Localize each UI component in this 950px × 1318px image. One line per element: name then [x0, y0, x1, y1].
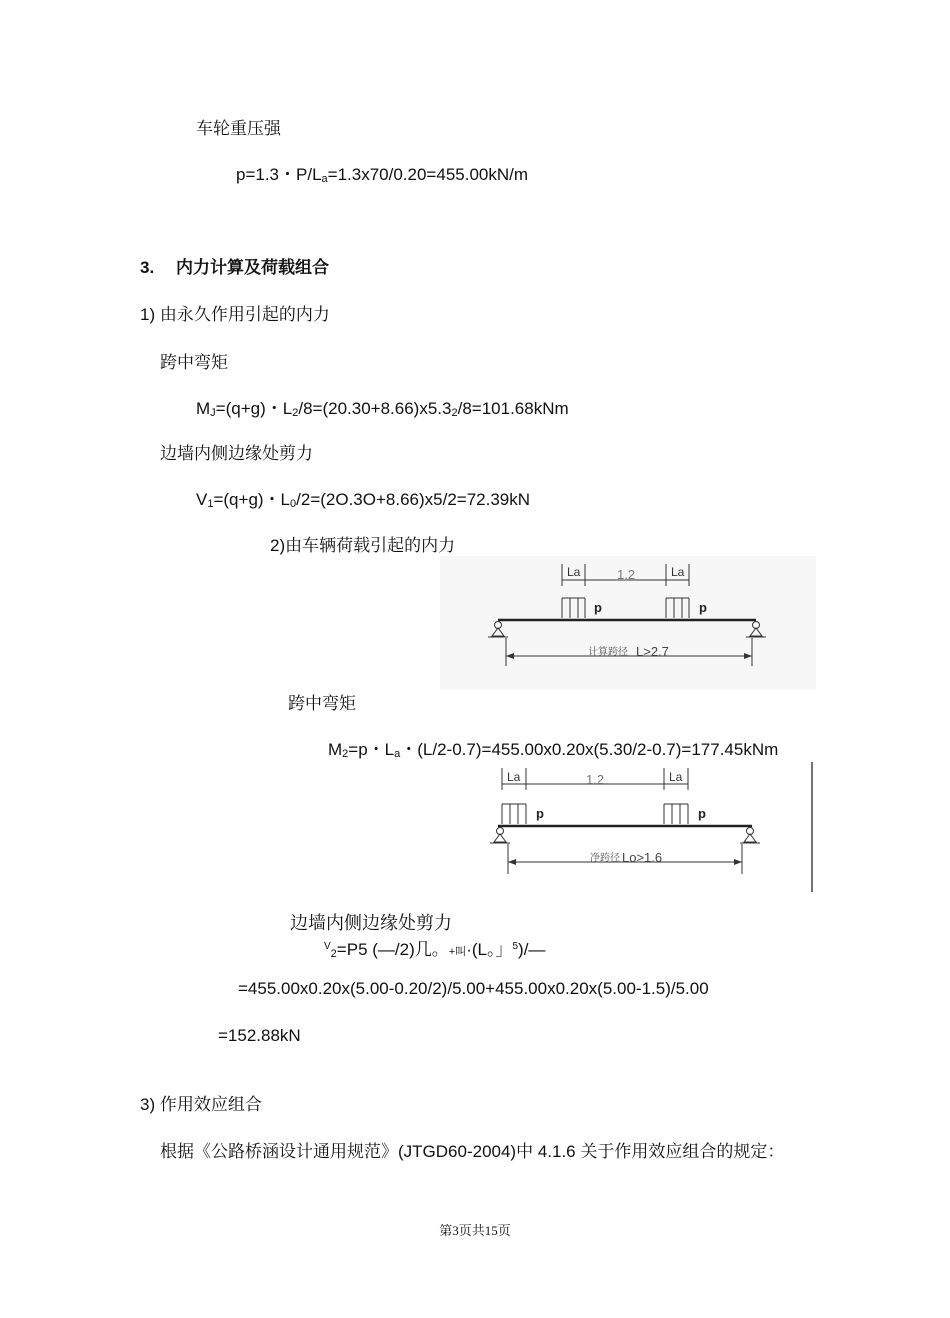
formula-small: +叫 — [448, 946, 467, 958]
section-title: 内力计算及荷载组合 — [176, 258, 329, 277]
formula-part: p=1.3・P/L — [236, 165, 322, 184]
formula-part: M — [328, 740, 343, 759]
la-left-label: La — [507, 770, 521, 784]
formula-subscript: 2 — [451, 407, 458, 419]
vehicle-shear-formula — [324, 936, 545, 965]
permanent-moment-formula — [196, 398, 569, 424]
span-label-prefix: 净跨径 — [590, 853, 620, 864]
la-right-label: La — [671, 565, 685, 579]
permanent-shear-formula — [196, 489, 530, 515]
formula-part: =p・L — [348, 740, 395, 759]
section-number: 3. — [140, 258, 155, 277]
edge-shear-label-2: 边墙内侧边缘处剪力 — [290, 913, 452, 933]
formula-superscript: V — [324, 941, 331, 952]
page-footer: 第3页共15页 — [439, 1223, 511, 1238]
p-left-label: p — [536, 806, 544, 821]
formula-part: V — [196, 490, 208, 509]
formula-part: ·(L。」 — [466, 940, 513, 959]
formula-part: =(q+g)・L — [213, 490, 291, 509]
span-label-value: Lo>1.6 — [622, 850, 663, 865]
edge-shear-label: 边墙内侧边缘处剪力 — [160, 444, 313, 463]
p-right-label: p — [698, 806, 706, 821]
vehicle-shear-calculation: =455.00x0.20x(5.00-0.20/2)/5.00+455.00x0.20x(5.00-1.5)/5.00 — [238, 979, 709, 998]
formula-part: /8=101.68kNm — [457, 399, 569, 418]
formula-subscript: 2 — [342, 748, 349, 760]
formula-subscript: 2 — [292, 407, 299, 419]
wheel-pressure-title: 车轮重压强 — [196, 119, 281, 138]
formula-subscript: 0 — [290, 498, 297, 510]
vehicle-load-diagram-span — [440, 556, 816, 690]
p-right-label: p — [699, 600, 707, 615]
formula-subscript: 1 — [207, 498, 214, 510]
span-label-value: L>2.7 — [636, 644, 669, 659]
vehicle-load-diagram-clear-span — [440, 762, 816, 892]
formula-subscript: a — [394, 748, 401, 760]
la-left-label: La — [567, 565, 581, 579]
formula-part: /8=(20.30+8.66)x5.3 — [298, 399, 452, 418]
midspan-moment-label-2: 跨中弯矩 — [288, 694, 356, 713]
la-right-label: La — [669, 770, 683, 784]
spacing-label: 1.2 — [617, 567, 636, 582]
formula-part: ・(L/2-0.7)=455.00x0.20x(5.30/2-0.7)=177.45kNm — [400, 740, 779, 759]
subsection-effect-combination: 3) 作用效应组合 — [140, 1095, 262, 1114]
spacing-label: 1.2 — [586, 772, 605, 787]
subsection-permanent-actions: 1) 由永久作用引起的内力 — [140, 305, 330, 324]
subsection-vehicle-load: 2)由车辆荷载引起的内力 — [270, 536, 456, 555]
formula-part: =P5 (—/2)几。 — [336, 940, 449, 959]
formula-part: )/— — [518, 940, 546, 959]
formula-part: =1.3x70/0.20=455.00kN/m — [327, 165, 529, 184]
p-left-label: p — [594, 600, 602, 615]
formula-superscript: 5 — [512, 941, 519, 952]
vehicle-shear-result: =152.88kN — [218, 1026, 301, 1045]
formula-part: =(q+g)・L — [215, 399, 293, 418]
formula-subscript: J — [210, 407, 216, 419]
formula-part: M — [196, 399, 211, 418]
formula-subscript: a — [321, 173, 328, 185]
formula-part: /2=(2O.3O+8.66)x5/2=72.39kN — [296, 490, 531, 509]
span-label-prefix: 计算跨径 — [588, 647, 628, 658]
code-basis-text: 根据《公路桥涵设计通用规范》(JTGD60-2004)中 4.1.6 关于作用效应组合的规定： — [160, 1142, 785, 1161]
wheel-pressure-formula — [236, 164, 528, 190]
midspan-moment-label: 跨中弯矩 — [160, 353, 228, 372]
formula-subscript: 2 — [330, 948, 337, 960]
